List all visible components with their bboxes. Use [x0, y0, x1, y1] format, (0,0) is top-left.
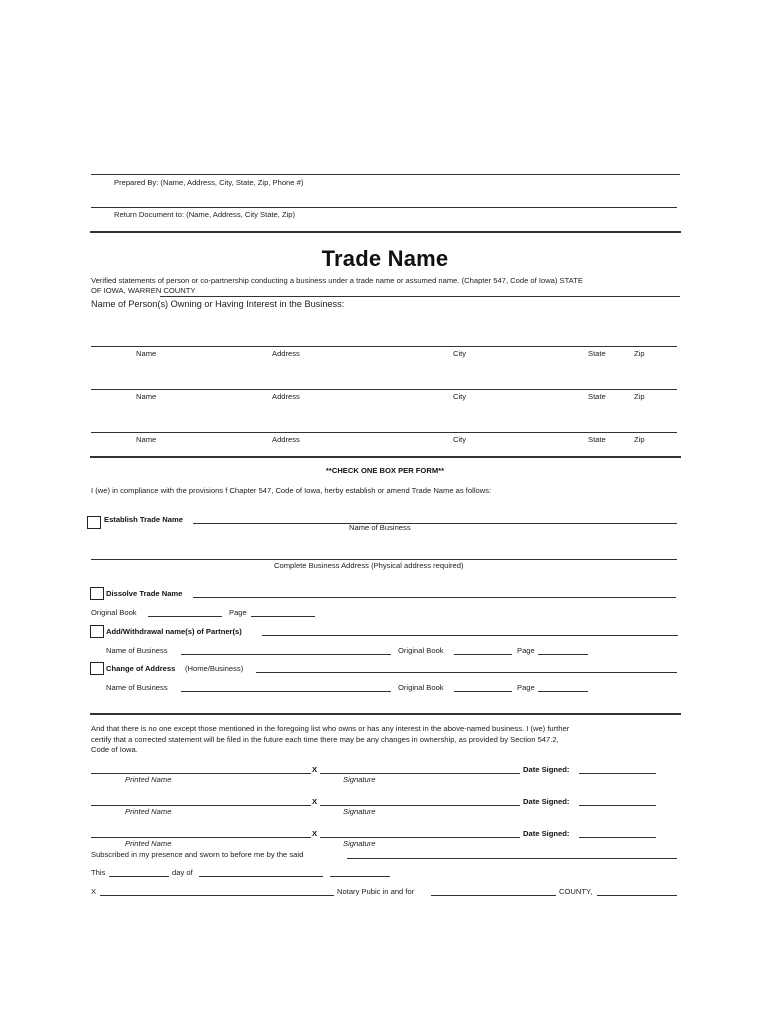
- owner-row-2-city: City: [453, 392, 467, 401]
- intro-divider: [160, 296, 680, 297]
- header-divider: [90, 231, 681, 233]
- owner-row-1-state: State: [588, 349, 606, 358]
- subscribed-text: Subscribed in my presence and sworn to before me by the said: [91, 850, 304, 859]
- establish-label: Establish Trade Name: [104, 515, 183, 524]
- owner-row-3-line[interactable]: [91, 432, 677, 433]
- return-to-label: Return Document to: (Name, Address, City State, Zip): [114, 210, 296, 219]
- subscribed-line[interactable]: [347, 858, 677, 859]
- dissolve-label: Dissolve Trade Name: [106, 589, 183, 598]
- owner-row-3-address: Address: [272, 435, 300, 444]
- signature-caption-2: Signature: [343, 807, 376, 816]
- change-address-type: (Home/Business): [185, 664, 244, 673]
- printed-name-line-3[interactable]: [91, 837, 311, 838]
- page-title: Trade Name: [321, 246, 449, 271]
- dissolve-page-label: Page: [229, 608, 247, 617]
- add-withdraw-original-book-label: Original Book: [398, 646, 444, 655]
- printed-name-caption-2: Printed Name: [125, 807, 172, 816]
- notary-signature-line[interactable]: [100, 895, 334, 896]
- declaration-line-3: Code of Iowa.: [91, 745, 138, 754]
- owner-row-1-name: Name: [136, 349, 157, 358]
- owner-row-3-state: State: [588, 435, 606, 444]
- change-address-line[interactable]: [256, 672, 677, 673]
- change-address-business-label: Name of Business: [106, 683, 168, 692]
- this-label: This: [91, 868, 106, 877]
- business-address-caption: Complete Business Address (Physical address required): [274, 561, 464, 570]
- intro-line-1: Verified statements of person or co-partnership conducting a business under a trade name or assumed name. (Chapter 547, Code of Iowa) STATE: [91, 276, 583, 285]
- owner-row-3-city: City: [453, 435, 467, 444]
- signature-caption-1: Signature: [343, 775, 376, 784]
- prepared-by-label: Prepared By: (Name, Address, City, State, Zip, Phone #): [114, 178, 304, 187]
- owner-row-2-line[interactable]: [91, 389, 677, 390]
- signature-x-3: X: [312, 829, 318, 838]
- signature-line-3[interactable]: [320, 837, 520, 838]
- printed-name-line-1[interactable]: [91, 773, 311, 774]
- month-line[interactable]: [199, 876, 323, 877]
- notary-public-label: Notary Pubic in and for: [337, 887, 415, 896]
- options-divider: [90, 713, 681, 715]
- compliance-text: I (we) in compliance with the provisions f Chapter 547, Code of Iowa, herby establish or amend Trade Name as follows:: [91, 486, 492, 495]
- printed-name-caption-1: Printed Name: [125, 775, 172, 784]
- return-to-line[interactable]: [91, 207, 677, 208]
- change-address-checkbox[interactable]: [90, 662, 104, 675]
- county-state-line[interactable]: [597, 895, 677, 896]
- signature-x-1: X: [312, 765, 318, 774]
- add-withdraw-page-label: Page: [517, 646, 535, 655]
- owners-heading: Name of Person(s) Owning or Having Interest in the Business:: [91, 299, 345, 309]
- owner-row-1-zip: Zip: [634, 349, 645, 358]
- add-withdraw-label: Add/Withdrawal name(s) of Partner(s): [106, 627, 242, 636]
- signature-x-2: X: [312, 797, 318, 806]
- owner-row-3-name: Name: [136, 435, 157, 444]
- dissolve-checkbox[interactable]: [90, 587, 104, 600]
- dissolve-original-book-line[interactable]: [148, 616, 222, 617]
- add-withdraw-line[interactable]: [262, 635, 678, 636]
- date-signed-line-2[interactable]: [579, 805, 656, 806]
- change-address-page-label: Page: [517, 683, 535, 692]
- owners-divider: [90, 456, 681, 458]
- change-address-original-book-label: Original Book: [398, 683, 444, 692]
- add-withdraw-business-label: Name of Business: [106, 646, 168, 655]
- date-signed-label-2: Date Signed:: [523, 797, 570, 806]
- declaration-line-2: certify that a corrected statement will be filed in the future each time there may be any changes in ownership, as provided by Section 547.2,: [91, 735, 559, 744]
- printed-name-line-2[interactable]: [91, 805, 311, 806]
- owner-row-1-address: Address: [272, 349, 300, 358]
- signature-line-2[interactable]: [320, 805, 520, 806]
- date-signed-line-1[interactable]: [579, 773, 656, 774]
- owner-row-2-state: State: [588, 392, 606, 401]
- date-signed-line-3[interactable]: [579, 837, 656, 838]
- dissolve-page-line[interactable]: [251, 616, 315, 617]
- dissolve-original-book-label: Original Book: [91, 608, 137, 617]
- county-label: COUNTY,: [559, 887, 593, 896]
- add-withdraw-page-line[interactable]: [538, 654, 588, 655]
- add-withdraw-business-line[interactable]: [181, 654, 391, 655]
- signature-line-1[interactable]: [320, 773, 520, 774]
- owner-row-1-city: City: [453, 349, 467, 358]
- change-address-page-line[interactable]: [538, 691, 588, 692]
- establish-checkbox[interactable]: [87, 516, 101, 529]
- establish-name-caption: Name of Business: [349, 523, 411, 532]
- change-address-original-book-line[interactable]: [454, 691, 512, 692]
- add-withdraw-original-book-line[interactable]: [454, 654, 512, 655]
- owner-row-2-address: Address: [272, 392, 300, 401]
- intro-line-2: OF IOWA, WARREN COUNTY: [91, 286, 196, 295]
- dissolve-line[interactable]: [193, 597, 676, 598]
- business-address-line[interactable]: [91, 559, 677, 560]
- owner-row-3-zip: Zip: [634, 435, 645, 444]
- year-line[interactable]: [330, 876, 390, 877]
- check-one-notice: **CHECK ONE BOX PER FORM**: [325, 466, 445, 475]
- notary-x: X: [91, 887, 97, 896]
- date-signed-label-1: Date Signed:: [523, 765, 570, 774]
- change-address-label: Change of Address: [106, 664, 176, 673]
- signature-caption-3: Signature: [343, 839, 376, 848]
- day-of-label: day of: [172, 868, 193, 877]
- this-day-line[interactable]: [109, 876, 169, 877]
- owner-row-2-zip: Zip: [634, 392, 645, 401]
- declaration-line-1: And that there is no one except those mentioned in the foregoing list who owns or has any interest in the above-named business. I (we) further: [91, 724, 570, 733]
- prepared-by-line[interactable]: [91, 174, 680, 175]
- change-address-business-line[interactable]: [181, 691, 391, 692]
- establish-name-line[interactable]: [193, 523, 677, 524]
- printed-name-caption-3: Printed Name: [125, 839, 172, 848]
- owner-row-2-name: Name: [136, 392, 157, 401]
- notary-county-line[interactable]: [431, 895, 556, 896]
- owner-row-1-line[interactable]: [91, 346, 677, 347]
- add-withdraw-checkbox[interactable]: [90, 625, 104, 638]
- date-signed-label-3: Date Signed:: [523, 829, 570, 838]
